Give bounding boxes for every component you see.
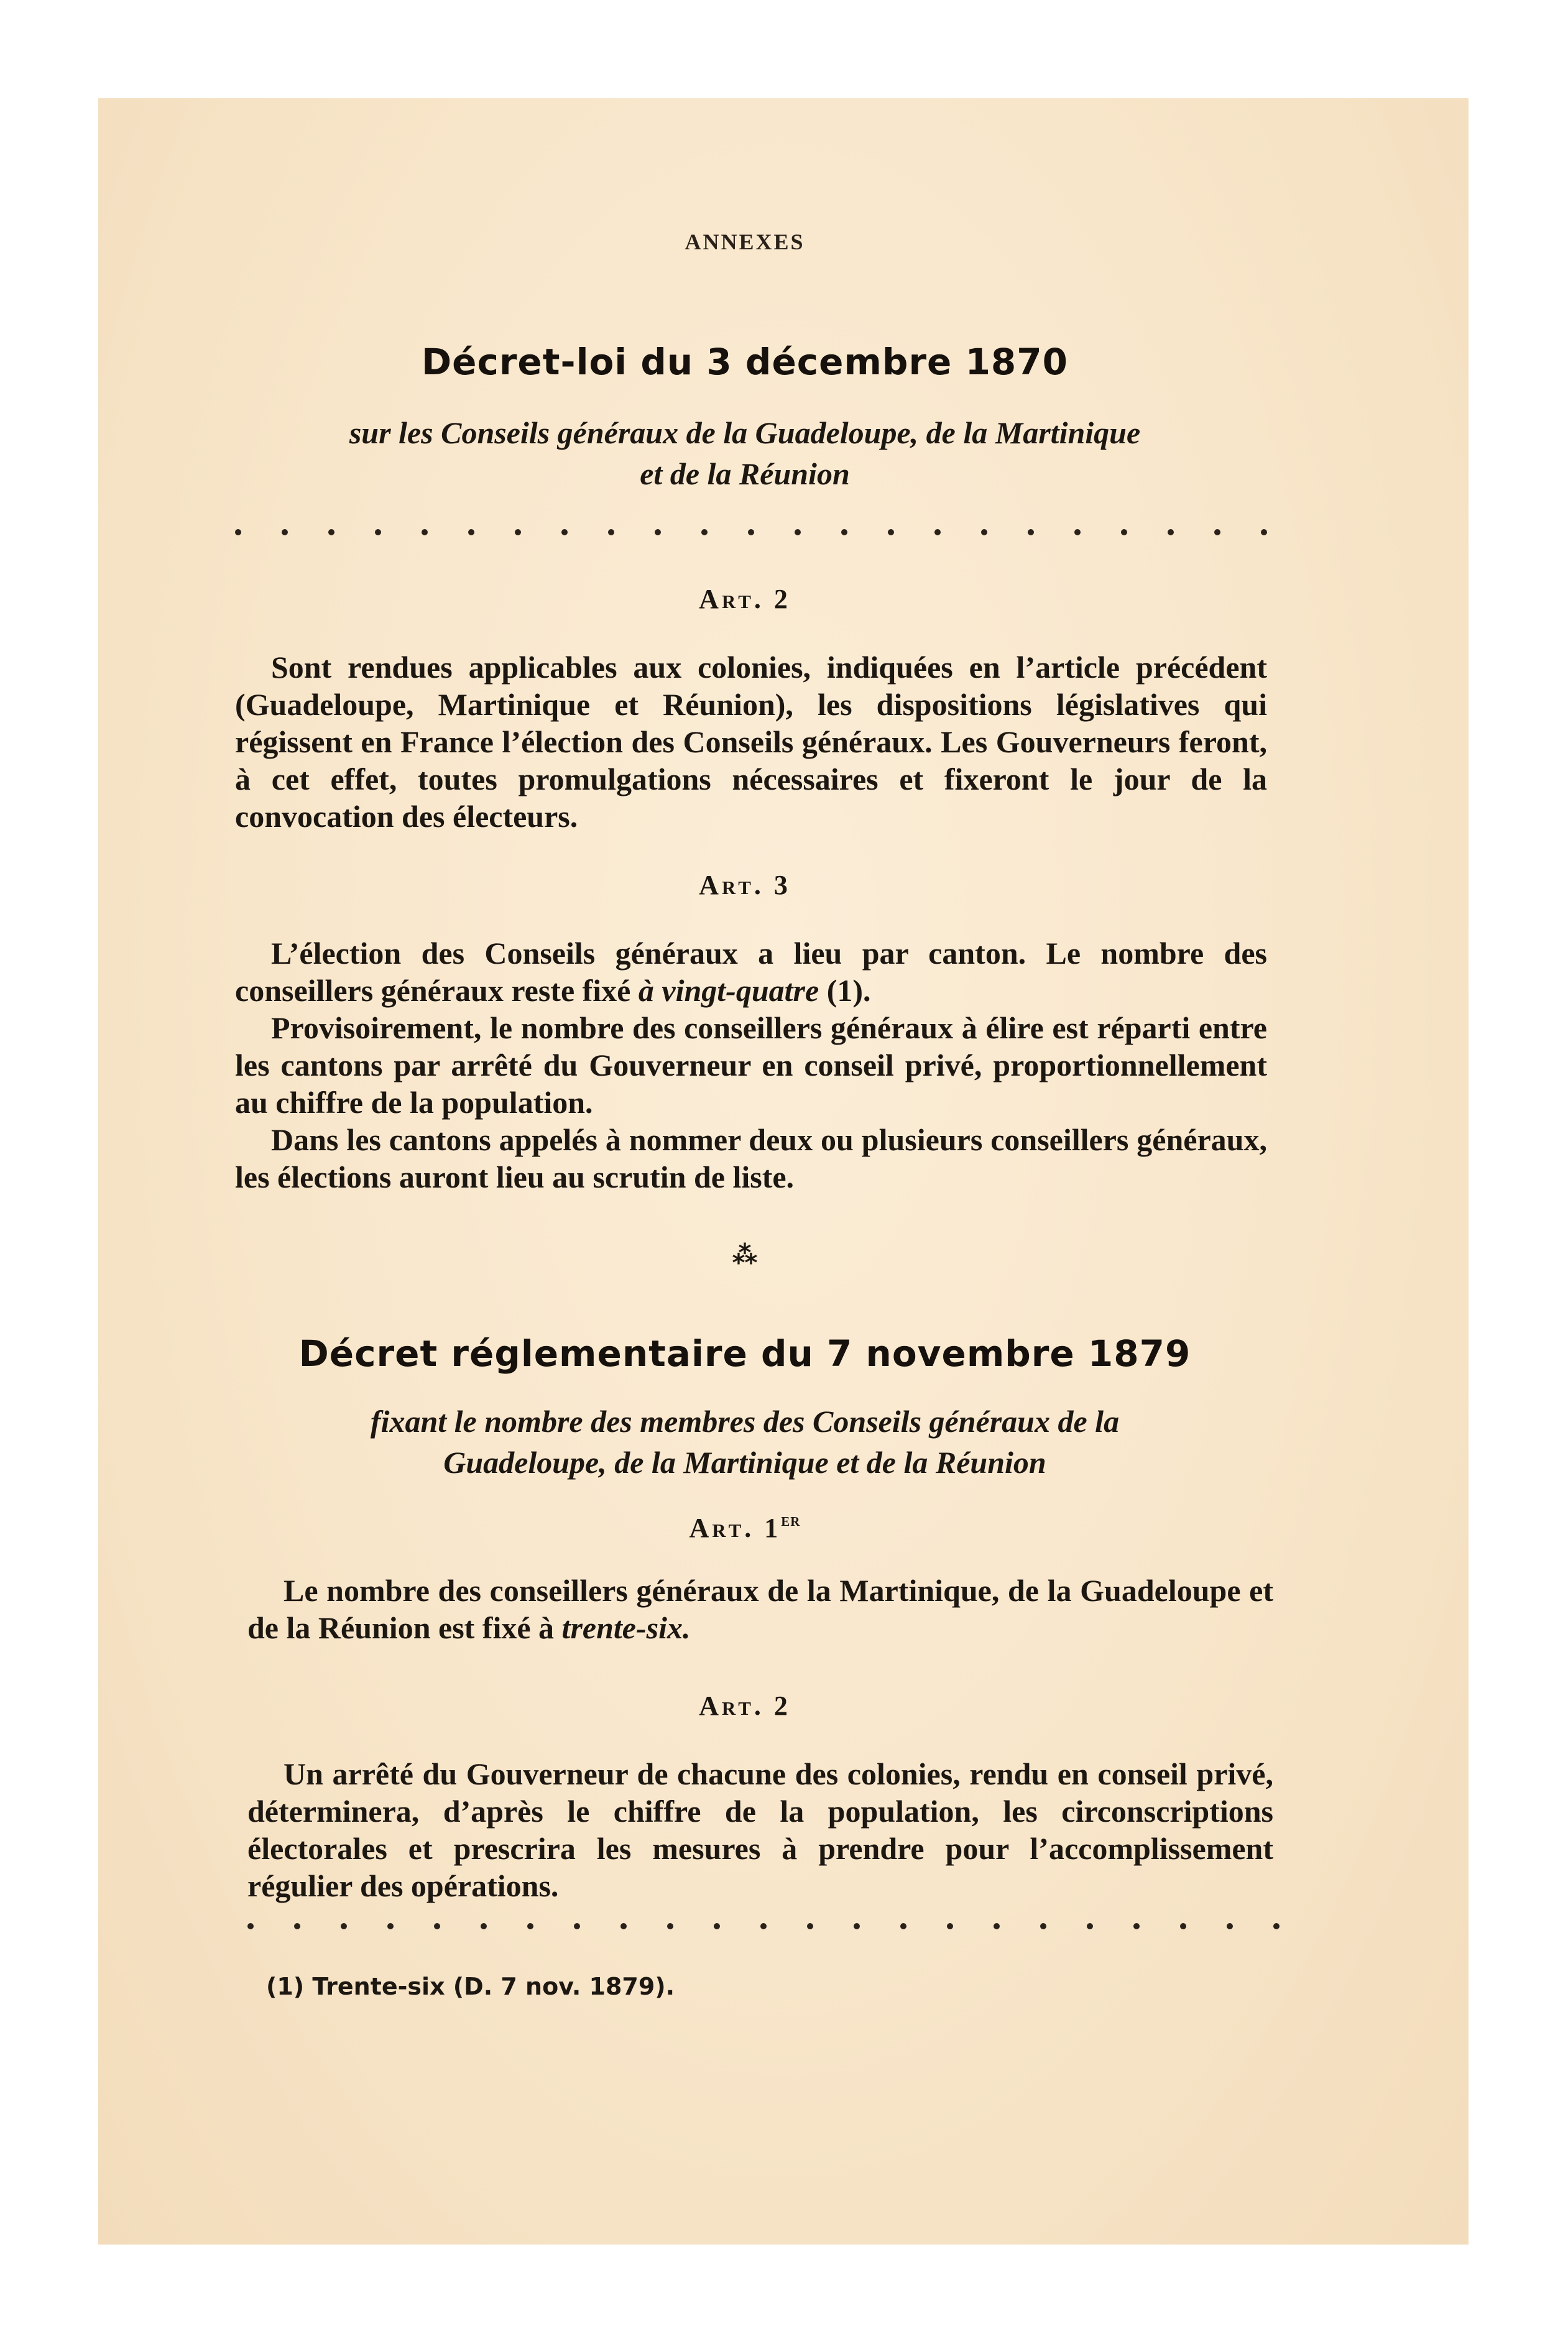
section2-subtitle-line1: fixant le nombre des membres des Conseils généraux de la (370, 1404, 1120, 1439)
section2-art1-paragraph (247, 1572, 1273, 1646)
section1-art3-paragraph3: Dans les cantons appelés à nommer deux ou plusieurs conseillers généraux, les élections auront lieu au scrutin de liste. (235, 1122, 1267, 1194)
running-head: ANNEXES (685, 229, 805, 254)
section1-art2-label: Art. 2 (699, 584, 791, 614)
section1-art3-label: Art. 3 (699, 870, 791, 900)
section1-art2-text (235, 648, 1267, 835)
art1-label-sup: er (781, 1510, 801, 1530)
section1-art3-paragraph1 (235, 935, 1267, 1009)
art3-p1-before: L’élection des Conseils généraux a lieu par canton. Le nombre des conseillers généraux reste fixé (235, 936, 1267, 1008)
section2-art2-paragraph: Un arrêté du Gouverneur de chacune des colonies, rendu en conseil privé, déterminera, d’après le chiffre de la population, les circonscriptions électorales et prescrira les mesures à prendre pour l’accomplissement régulier des opérations. (247, 1756, 1273, 1903)
section2-art2-label: Art. 2 (699, 1691, 791, 1721)
section2-art1-label (235, 1510, 1255, 1544)
art3-p1-italic: à vingt-quatre (638, 973, 819, 1008)
ellipsis-separator-2 (247, 1923, 1280, 1929)
art3-p1-after: (1). (819, 973, 871, 1008)
section1-subtitle-line1: sur les Conseils généraux de la Guadeloupe, de la Martinique (349, 415, 1141, 450)
section1-art3-text (235, 935, 1267, 1196)
section1-subtitle (235, 412, 1255, 494)
asterism-separator: ⁂ (732, 1241, 758, 1270)
section2-subtitle-line2: Guadeloupe, de la Martinique et de la Réunion (443, 1445, 1046, 1480)
document-page (98, 98, 1469, 2245)
section1-art2-paragraph: Sont rendues applicables aux colonies, indiquées en l’article précédent (Guadeloupe, Martinique et Réunion), les dispositions législatives qui régissent en France l’élection des Conseils généraux. Les Gouverneurs feront, à cet effet, toutes promulgations nécessaires et fixeront le jour de la convocation des électeurs. (235, 650, 1267, 834)
section2-art1-text (247, 1572, 1273, 1646)
ellipsis-separator (235, 529, 1267, 535)
footnote: (1) Trente-six (D. 7 nov. 1879). (266, 1973, 675, 2000)
section2-subtitle (235, 1401, 1255, 1483)
section1-title: Décret-loi du 3 décembre 1870 (421, 341, 1069, 383)
section2-title: Décret réglementaire du 7 novembre 1879 (298, 1332, 1191, 1375)
art1-text-before: Le nombre des conseillers généraux de la Martinique, de la Guadeloupe et de la Réunion est fixé à (247, 1573, 1273, 1645)
section2-art2-text (247, 1755, 1273, 1904)
section1-art3-paragraph2: Provisoirement, le nombre des conseillers généraux à élire est réparti entre les cantons par arrêté du Gouverneur en conseil privé, proportionnellement au chiffre de la population. (235, 1010, 1267, 1120)
art1-label-text: Art. 1 (689, 1513, 782, 1543)
art1-text-italic: trente-six. (561, 1610, 691, 1645)
section1-subtitle-line2: et de la Réunion (640, 456, 850, 491)
